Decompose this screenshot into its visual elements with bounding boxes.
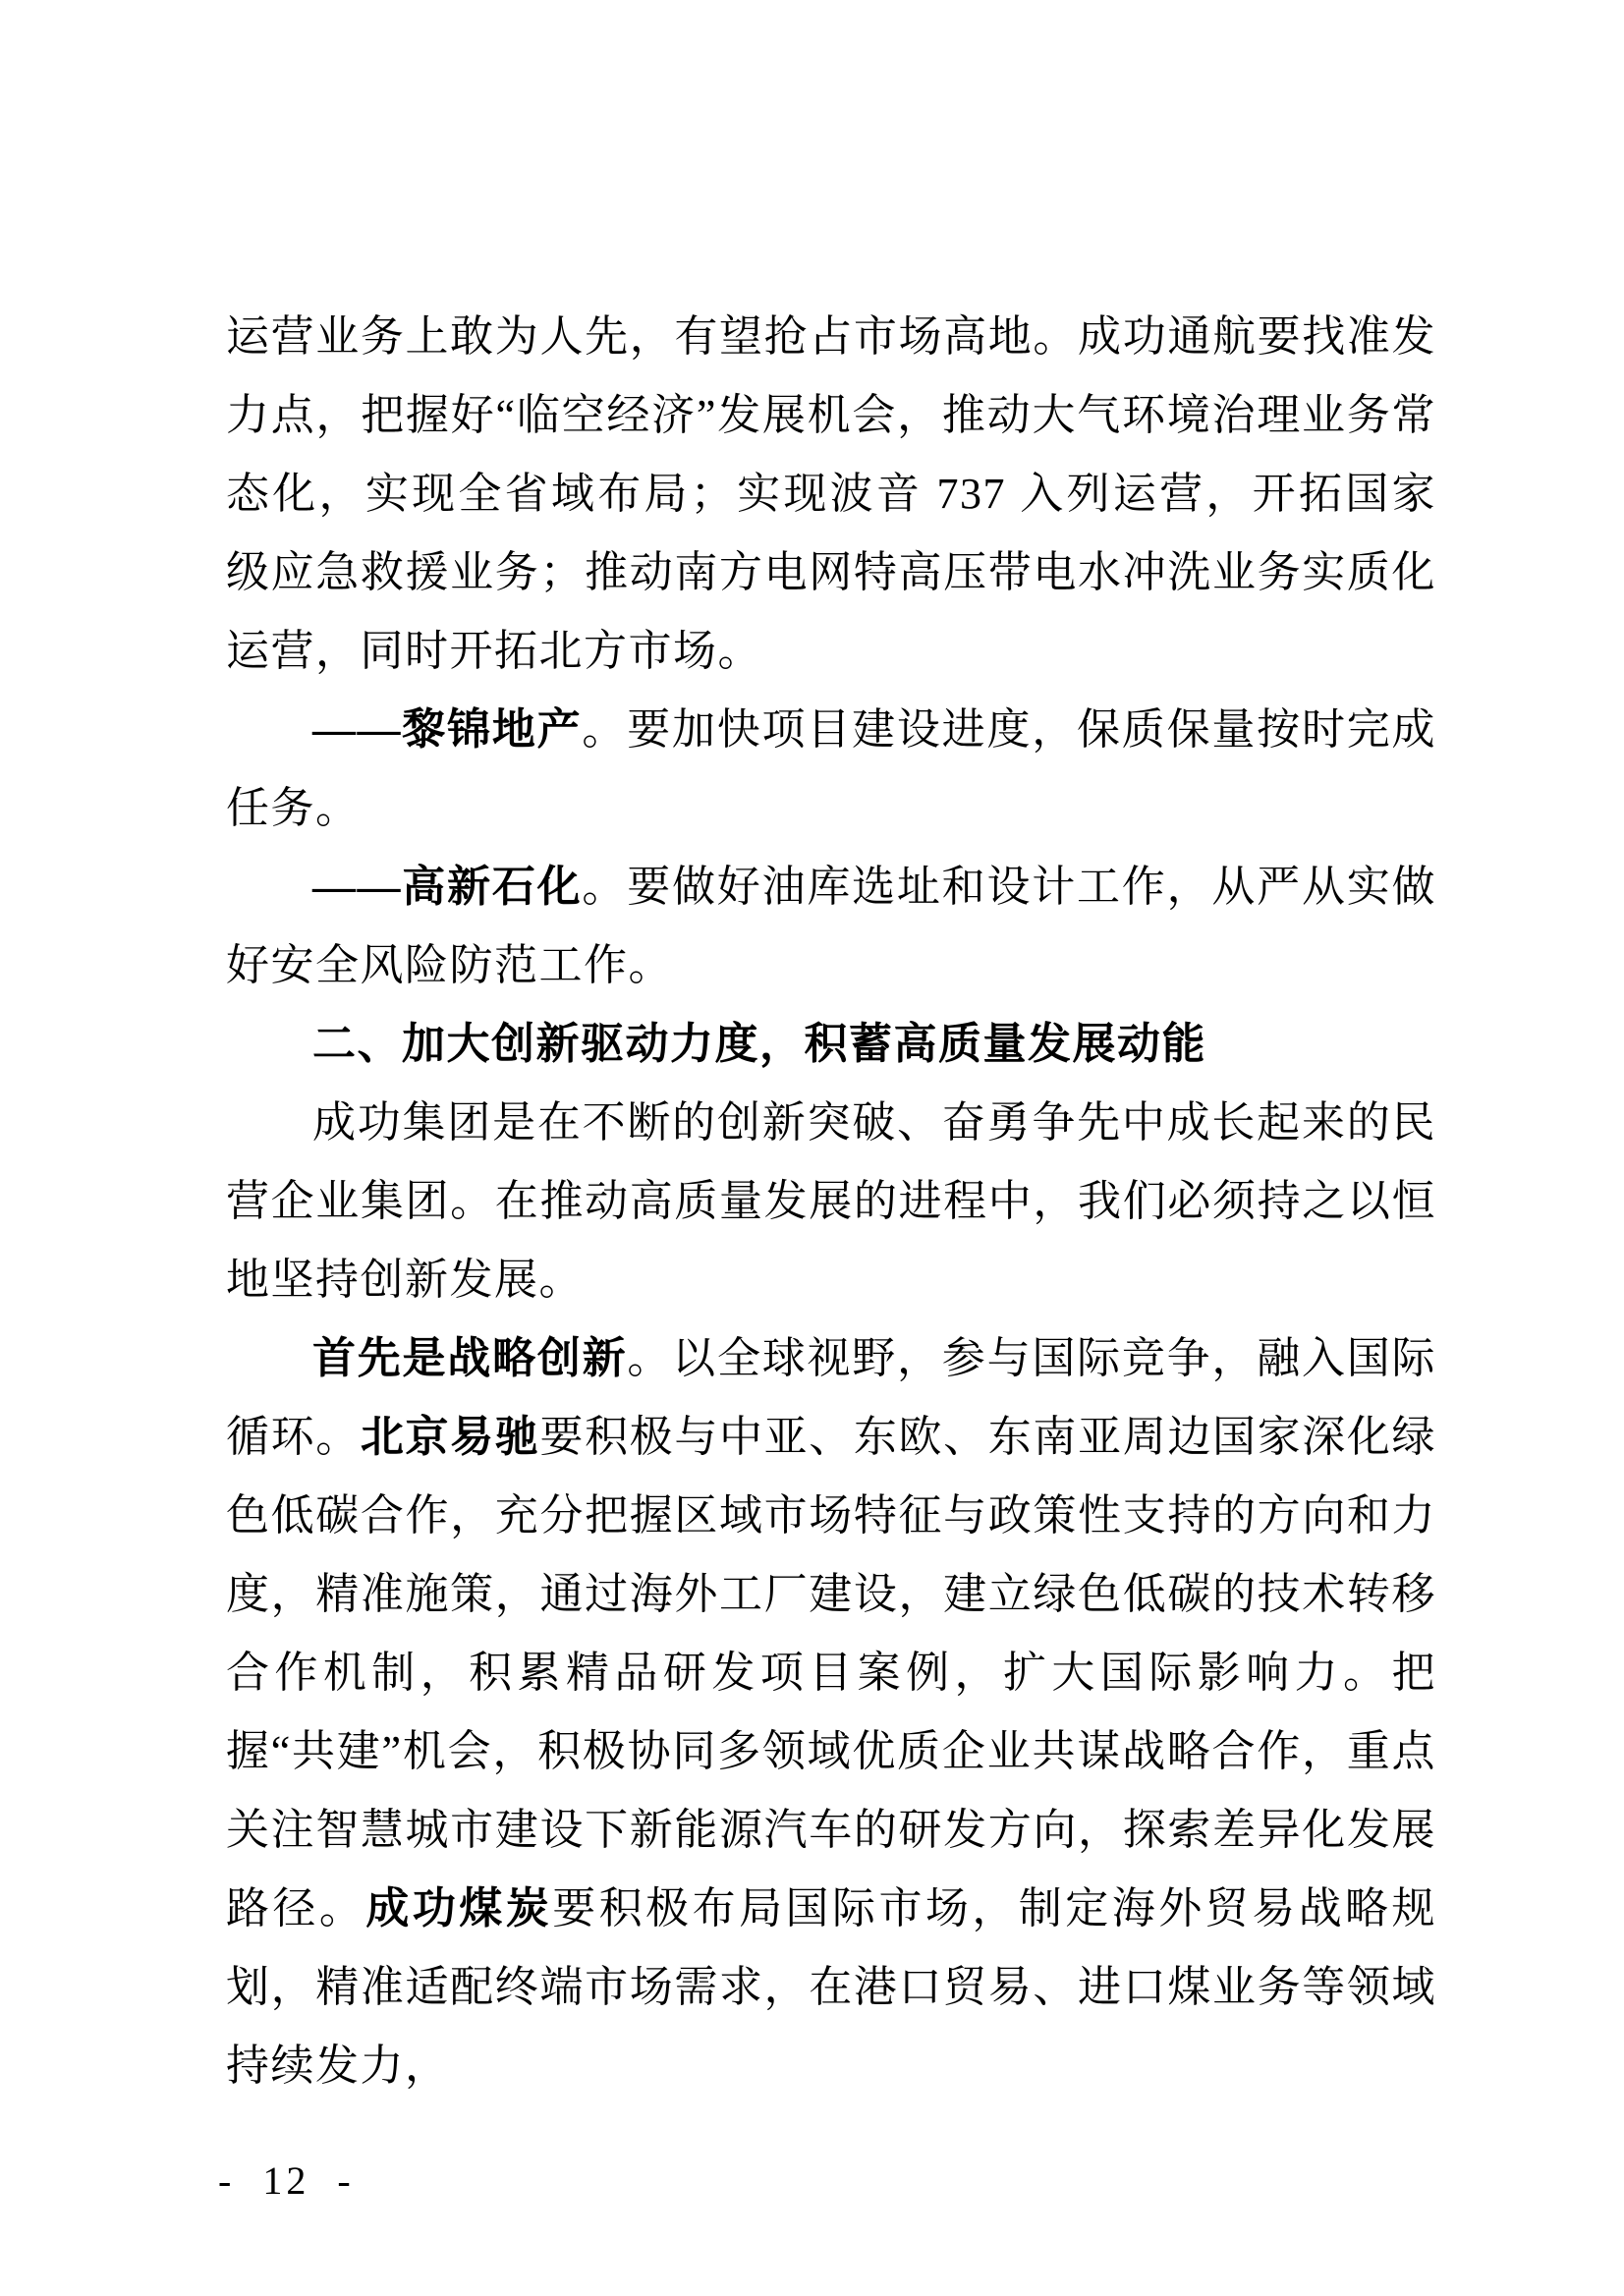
emphasized-text-run: 首先是战略创新 xyxy=(312,1334,628,1382)
page-number: - 12 - xyxy=(218,2158,355,2203)
body-text-run: 运营业务上敢为人先，有望抢占市场高地。成功通航要找准发力点，把握好“临空经济”发展机会，推动大气环境治理业务常态化，实现全省域布局；实现波音 737 入列运营，开拓国家级应急救援业务；推动南方电网特高压带电水冲洗业务实质化运营，同时开拓北方市场。 xyxy=(226,312,1436,675)
body-text-run: 要积极布局国际市场，制定海外贸易战略规划，精准适配终端市场需求，在港口贸易、进口煤业务等领域持续发力， xyxy=(226,1884,1437,2090)
paragraph xyxy=(226,298,1436,691)
body-text-run: 成功集团是在不断的创新突破、奋勇争先中成长起来的民营企业集团。在推动高质量发展的进程中，我们必须持之以恒地坚持创新发展。 xyxy=(226,1098,1436,1304)
paragraph xyxy=(226,691,1436,848)
emphasized-text-run: ——黎锦地产 xyxy=(312,705,583,754)
emphasized-text-run: 二、加大创新驱动力度，积蓄高质量发展动能 xyxy=(312,1020,1206,1068)
emphasized-text-run: 北京易驰 xyxy=(360,1413,540,1461)
paragraph xyxy=(226,848,1436,1005)
body-text-run: 。要加快项目建设进度，保质保量按时完成任务。 xyxy=(226,705,1437,832)
emphasized-text-run: ——高新石化 xyxy=(312,863,583,911)
paragraph xyxy=(226,1084,1436,1319)
body-text-run: 。要做好油库选址和设计工作，从严从实做好安全风险防范工作。 xyxy=(226,863,1437,989)
body-text-run: 。以全球视野，参与国际竞争，融入国际循环。 xyxy=(226,1334,1437,1461)
paragraph xyxy=(226,1319,1436,2105)
section-heading xyxy=(226,1005,1436,1084)
body-text-run: 要积极与中亚、东欧、东南亚周边国家深化绿色低碳合作，充分把握区域市场特征与政策性支持的方向和力度，精准施策，通过海外工厂建设，建立绿色低碳的技术转移合作机制，积累精品研发项目案例，扩大国际影响力。把握“共建”机会，积极协同多领域优质企业共谋战略合作，重点关注智慧城市建设下新能源汽车的研发方向，探索差异化发展路径。 xyxy=(226,1413,1437,1932)
emphasized-text-run: 成功煤炭 xyxy=(365,1884,553,1932)
document-body xyxy=(226,298,1436,2105)
